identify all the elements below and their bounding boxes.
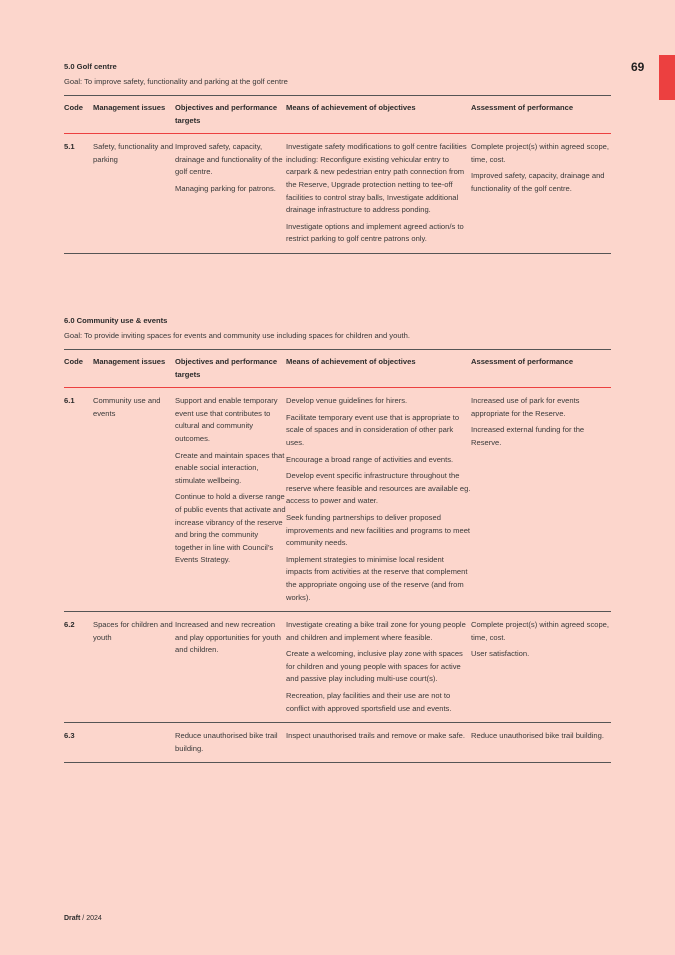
row-objectives [175,723,286,763]
means-item: Create a welcoming, inclusive play zone with spaces for children and young people with spaces for active and passive play including multi-use court(s). [286,649,463,684]
row-objectives [175,612,286,723]
objective-item: Reduce unauthorised bike trail building. [175,731,278,753]
row-code: 6.3 [64,731,75,741]
means-item: Investigate safety modifications to golf centre facilities including: Reconfigure existing vehicular entry to carpark & new pedestrian entry path connection from the Reserve, Upgrade protection netting to tee-off facilities to control stray balls, Investigate additional drainage infrastructure to address ponding. [286,142,467,215]
section-title: 5.0 Golf centre [64,62,117,71]
objectives-table [64,95,611,254]
page-footer [64,915,102,922]
header-assessment: Assessment of performance [471,357,574,366]
section-goal: Goal: To provide inviting spaces for events and community use including spaces for children and youth. [64,331,410,340]
table-header-row [64,350,611,388]
objective-item: Continue to hold a diverse range of public events that activate and increase vibrancy of the reserve and bring the community together in line with Council’s Events Strategy. [175,492,286,565]
header-means: Means of achievement of objectives [286,357,416,366]
objective-item: Managing parking for patrons. [175,183,276,193]
objective-item: Increased and new recreation and play opportunities for youth and children. [175,620,281,655]
means-item: Recreation, play facilities and their use are not to conflict with approved sportsfield use and events. [286,691,452,713]
table-header-row [64,96,611,134]
row-objectives [175,134,286,254]
assessment-item: Reduce unauthorised bike trail building. [471,731,604,741]
row-objectives [175,388,286,612]
row-means [286,134,471,254]
means-item: Investigate creating a bike trail zone for young people and children and implement where feasible. [286,620,466,642]
page-tab-marker [659,55,675,100]
assessment-item: Improved safety, capacity, drainage and functionality of the golf centre. [471,171,605,193]
header-code: Code [64,357,83,366]
section-goal: Goal: To improve safety, functionality and parking at the golf centre [64,77,288,86]
section-golf-centre [64,62,611,254]
objective-item: Improved safety, capacity, drainage and functionality of the golf centre. [175,142,283,177]
header-objectives: Objectives and performance targets [175,357,278,379]
means-item: Develop event specific infrastructure throughout the reserve where feasible and resources are available eg. access to power and water. [286,471,471,506]
assessment-item: Increased external funding for the Reserve. [471,425,585,447]
assessment-item: User satisfaction. [471,649,530,659]
means-item: Develop venue guidelines for hirers. [286,396,408,406]
row-code: 5.1 [64,142,75,152]
assessment-item: Complete project(s) within agreed scope, time, cost. [471,142,610,164]
means-item: Investigate options and implement agreed action/s to restrict parking to golf centre patrons only. [286,221,464,244]
footer-year: 2024 [86,915,102,922]
means-item: Seek funding partnerships to deliver proposed improvements and new facilities and programs to meet community needs. [286,512,471,548]
section-community-use [64,316,611,763]
row-issue: Safety, functionality and parking [93,142,174,164]
header-management-issues: Management issues [93,357,166,366]
page-number: 69 [631,60,645,74]
footer-draft-label: Draft [64,915,81,922]
row-assessment [471,723,611,763]
header-management-issues: Management issues [93,103,166,112]
header-code: Code [64,103,83,112]
row-assessment [471,134,611,254]
section-title: 6.0 Community use & events [64,316,168,325]
row-assessment [471,388,611,612]
assessment-item: Increased use of park for events appropriate for the Reserve. [471,396,580,418]
row-issue [93,723,175,763]
means-item: Implement strategies to minimise local resident impacts from activities at the reserve that complement the appropriate ongoing use of the reserve (and from works). [286,554,468,602]
row-code: 6.1 [64,396,75,406]
table-row [64,134,611,254]
row-issue: Spaces for children and youth [93,620,173,642]
header-assessment: Assessment of performance [471,103,574,112]
objective-item: Support and enable temporary event use that contributes to cultural and community outcomes. [175,396,278,443]
row-issue: Community use and events [93,396,161,418]
table-row [64,723,611,763]
objective-item: Create and maintain spaces that enable social interaction, stimulate wellbeing. [175,450,285,485]
table-row [64,612,611,723]
header-objectives: Objectives and performance targets [175,103,278,125]
row-means [286,612,471,723]
means-item: Facilitate temporary event use that is appropriate to scale of spaces and in consideration of other park uses. [286,412,460,447]
assessment-item: Complete project(s) within agreed scope, time, cost. [471,620,610,642]
means-item: Encourage a broad range of activities and events. [286,454,454,464]
footer-separator: / [80,915,87,922]
table-row [64,388,611,612]
row-code: 6.2 [64,620,75,630]
header-means: Means of achievement of objectives [286,103,416,112]
row-assessment [471,612,611,723]
objectives-table [64,349,611,763]
row-means [286,388,471,612]
means-item: Inspect unauthorised trails and remove or make safe. [286,731,465,741]
row-means [286,723,471,763]
